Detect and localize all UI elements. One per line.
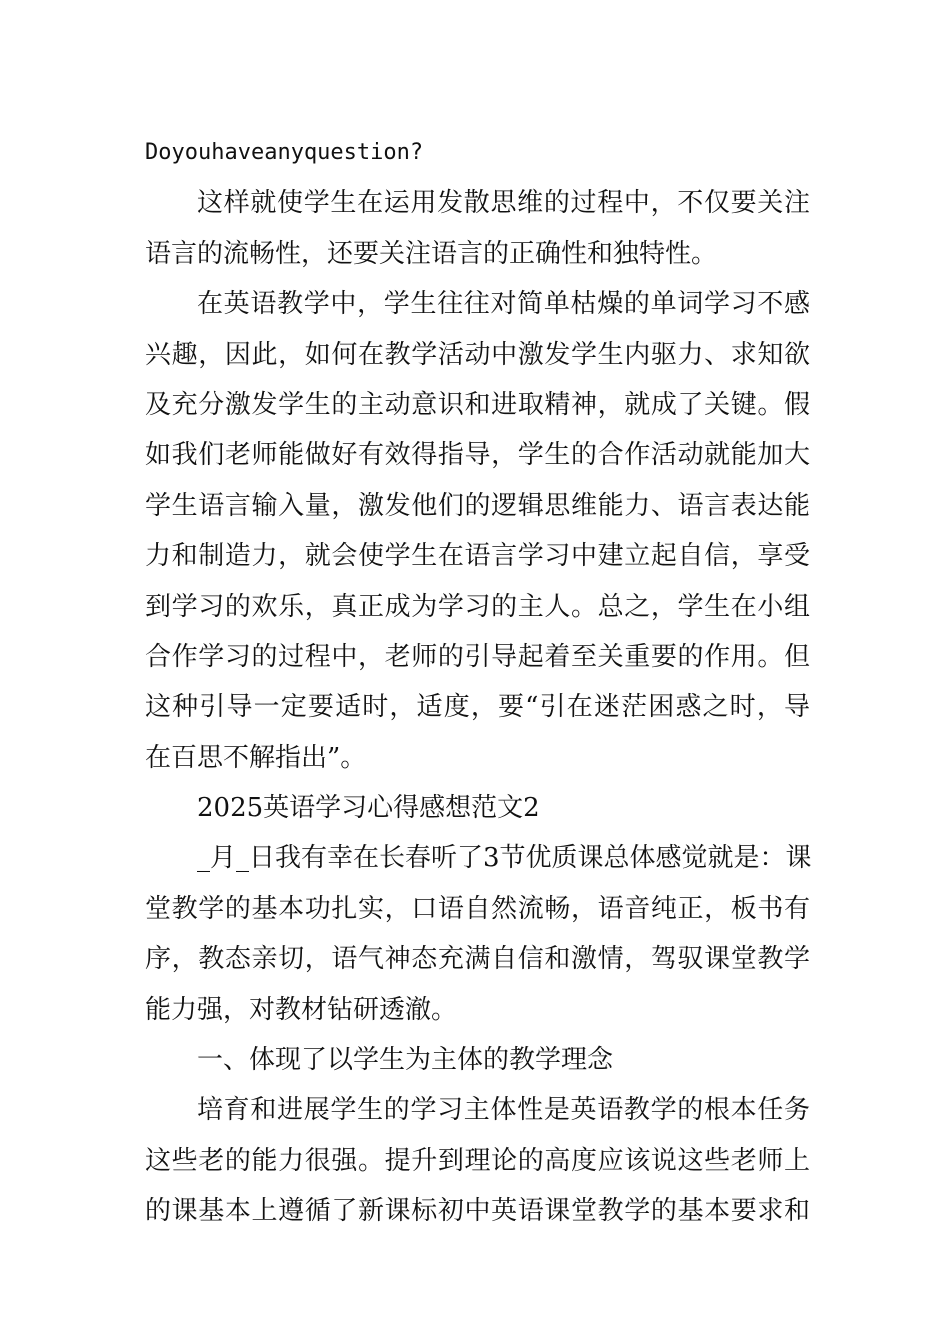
- paragraph-line: 序，教态亲切，语气神态充满自信和激情，驾驭课堂教学: [145, 944, 810, 975]
- section-heading: 2025英语学习心得感想范文2: [197, 793, 540, 824]
- paragraph-line: 如我们老师能做好有效得指导，学生的合作活动就能加大: [145, 440, 810, 471]
- document-page: [145, 128, 810, 1237]
- subsection-heading: 一、体现了以学生为主体的教学理念: [197, 1045, 614, 1076]
- paragraph-line: 培育和进展学生的学习主体性是英语教学的根本任务: [197, 1095, 810, 1126]
- paragraph-line: 在英语教学中，学生往往对简单枯燥的单词学习不感: [197, 289, 810, 320]
- paragraph-line: 兴趣，因此，如何在教学活动中激发学生内驱力、求知欲: [145, 339, 810, 370]
- paragraph-line: 学生语言输入量，激发他们的逻辑思维能力、语言表达能: [145, 490, 810, 521]
- paragraph-line: _月_日我有幸在长春听了3节优质课总体感觉就是：课: [197, 843, 812, 874]
- paragraph-line: 这样就使学生在运用发散思维的过程中，不仅要关注: [197, 188, 810, 219]
- paragraph-line: 及充分激发学生的主动意识和进取精神，就成了关键。假: [145, 389, 810, 420]
- paragraph-line: 语言的流畅性，还要关注语言的正确性和独特性。: [145, 238, 718, 269]
- paragraph-line: 这种引导一定要适时，适度，要“引在迷茫困惑之时，导: [145, 692, 810, 723]
- paragraph-line: 力和制造力，就会使学生在语言学习中建立起自信，享受: [145, 541, 810, 572]
- paragraph-line: 到学习的欢乐，真正成为学习的主人。总之，学生在小组: [145, 591, 810, 622]
- paragraph-line: 能力强，对教材钻研透澈。: [145, 994, 458, 1025]
- paragraph-line: 合作学习的过程中，老师的引导起着至关重要的作用。但: [145, 641, 810, 672]
- paragraph-line: 堂教学的基本功扎实，口语自然流畅，语音纯正，板书有: [145, 893, 810, 924]
- paragraph-line: 的课基本上遵循了新课标初中英语课堂教学的基本要求和: [145, 1196, 810, 1227]
- paragraph-line: 在百思不解指出”。: [145, 742, 367, 773]
- text-line-english-question: Doyouhaveanyquestion?: [145, 140, 424, 165]
- paragraph-line: 这些老的能力很强。提升到理论的高度应该说这些老师上: [145, 1145, 810, 1176]
